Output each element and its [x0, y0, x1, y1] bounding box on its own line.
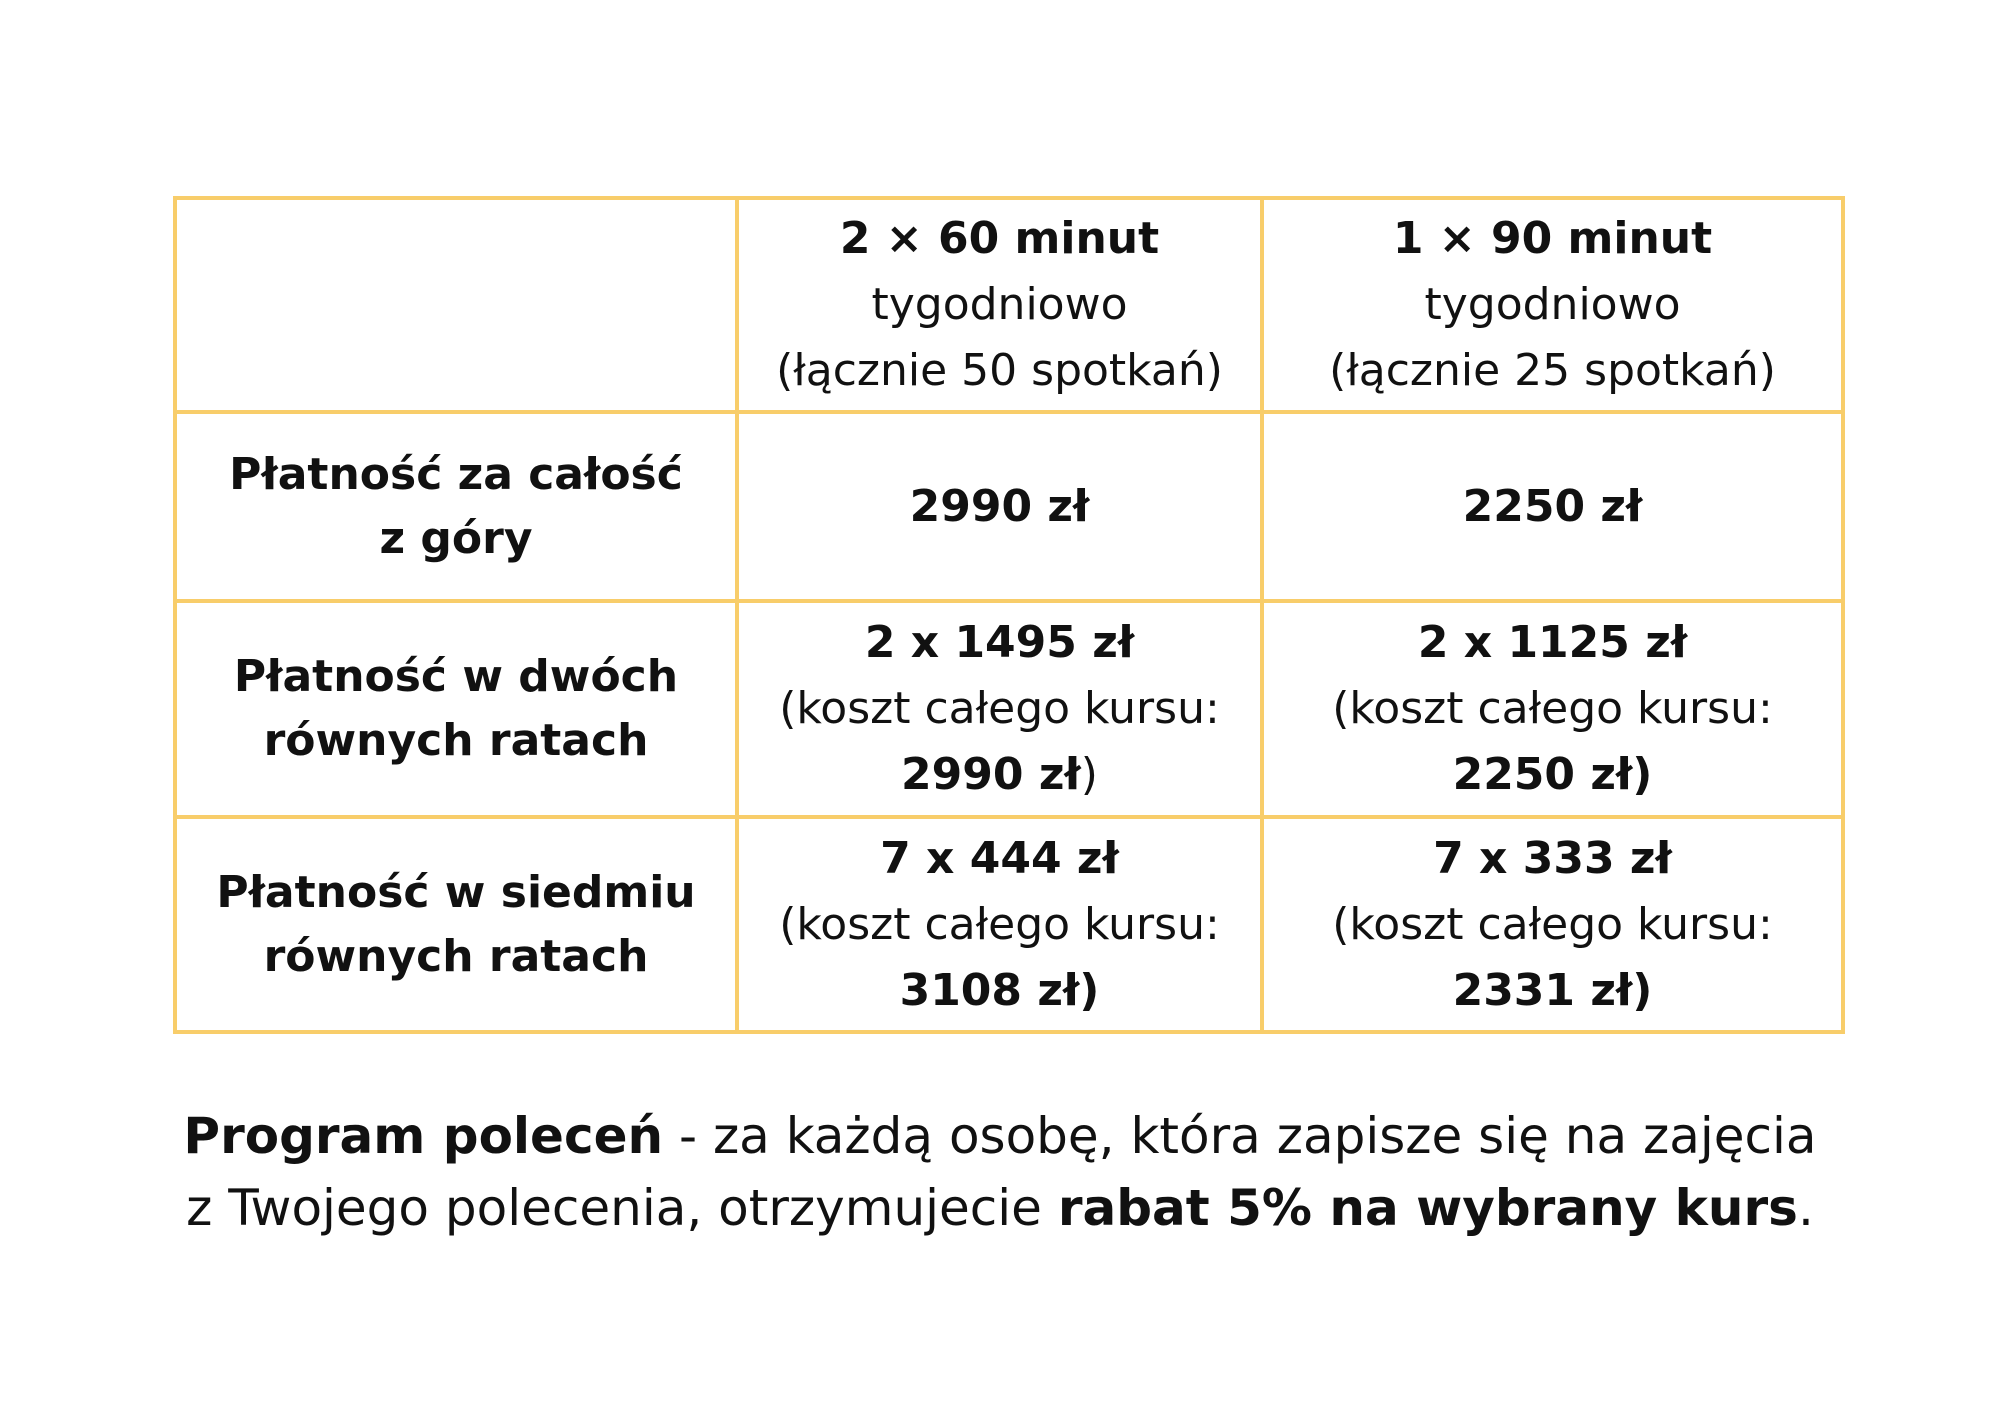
price-cell [1262, 412, 1843, 601]
pricing-table [173, 196, 1845, 1034]
header-frequency: tygodniowo [871, 279, 1128, 330]
header-frequency: tygodniowo [1424, 279, 1681, 330]
total-cost-label: (koszt całego kursu: [1332, 898, 1773, 950]
row-label-line: z góry [379, 512, 533, 564]
header-cell-2x60 [737, 198, 1262, 412]
price-cell [737, 412, 1262, 601]
installment-value: 2 x 1125 zł [1417, 617, 1688, 668]
referral-program-note [100, 1100, 1900, 1244]
price-cell [1262, 601, 1843, 817]
row-label-line: równych ratach [263, 715, 649, 766]
price-cell [737, 601, 1262, 817]
header-total-sessions: (łącznie 50 spotkań) [776, 345, 1223, 396]
total-cost-value: 2331 zł) [1452, 964, 1653, 1016]
header-total-sessions: (łącznie 25 spotkań) [1329, 345, 1776, 396]
note-period: . [1797, 1179, 1814, 1237]
empty-corner-cell [175, 198, 737, 412]
header-title: 2 × 60 minut [839, 213, 1160, 264]
note-line-2 [100, 1172, 1900, 1244]
header-cell-1x90 [1262, 198, 1843, 412]
row-label-line: Płatność w siedmiu [216, 866, 696, 918]
price-value: 2250 zł [1462, 480, 1643, 532]
price-cell [1262, 817, 1843, 1032]
installment-value: 7 x 333 zł [1433, 832, 1672, 884]
header-row [175, 198, 1843, 412]
row-label-seven-installments [175, 817, 737, 1032]
table-row [175, 601, 1843, 817]
installment-value: 2 x 1495 zł [864, 617, 1135, 668]
closing-paren: ) [1080, 749, 1098, 800]
total-cost-line [747, 742, 1252, 808]
program-name: Program poleceń [183, 1107, 664, 1165]
discount-highlight: rabat 5% na wybrany kurs [1057, 1179, 1798, 1237]
note-text: z Twojego polecenia, otrzymujecie [186, 1179, 1058, 1237]
table-row [175, 412, 1843, 601]
table-row [175, 817, 1843, 1032]
total-cost-value: 3108 zł) [899, 964, 1100, 1016]
total-cost-label: (koszt całego kursu: [779, 898, 1220, 950]
price-value: 2990 zł [909, 480, 1090, 532]
note-line-1 [100, 1100, 1900, 1172]
price-cell [737, 817, 1262, 1032]
installment-value: 7 x 444 zł [880, 832, 1119, 884]
row-label-line: Płatność za całość [229, 448, 683, 500]
row-label-line: Płatność w dwóch [233, 651, 679, 702]
total-cost-label: (koszt całego kursu: [1332, 683, 1773, 734]
total-cost-value: 2990 zł [901, 749, 1081, 800]
row-label-two-installments [175, 601, 737, 817]
row-label-line: równych ratach [263, 930, 649, 982]
row-label-full-payment [175, 412, 737, 601]
total-cost-value: 2250 zł) [1452, 749, 1653, 800]
total-cost-label: (koszt całego kursu: [779, 683, 1220, 734]
header-title: 1 × 90 minut [1392, 213, 1713, 264]
note-text: - za każdą osobę, która zapisze się na zajęcia [663, 1107, 1817, 1165]
